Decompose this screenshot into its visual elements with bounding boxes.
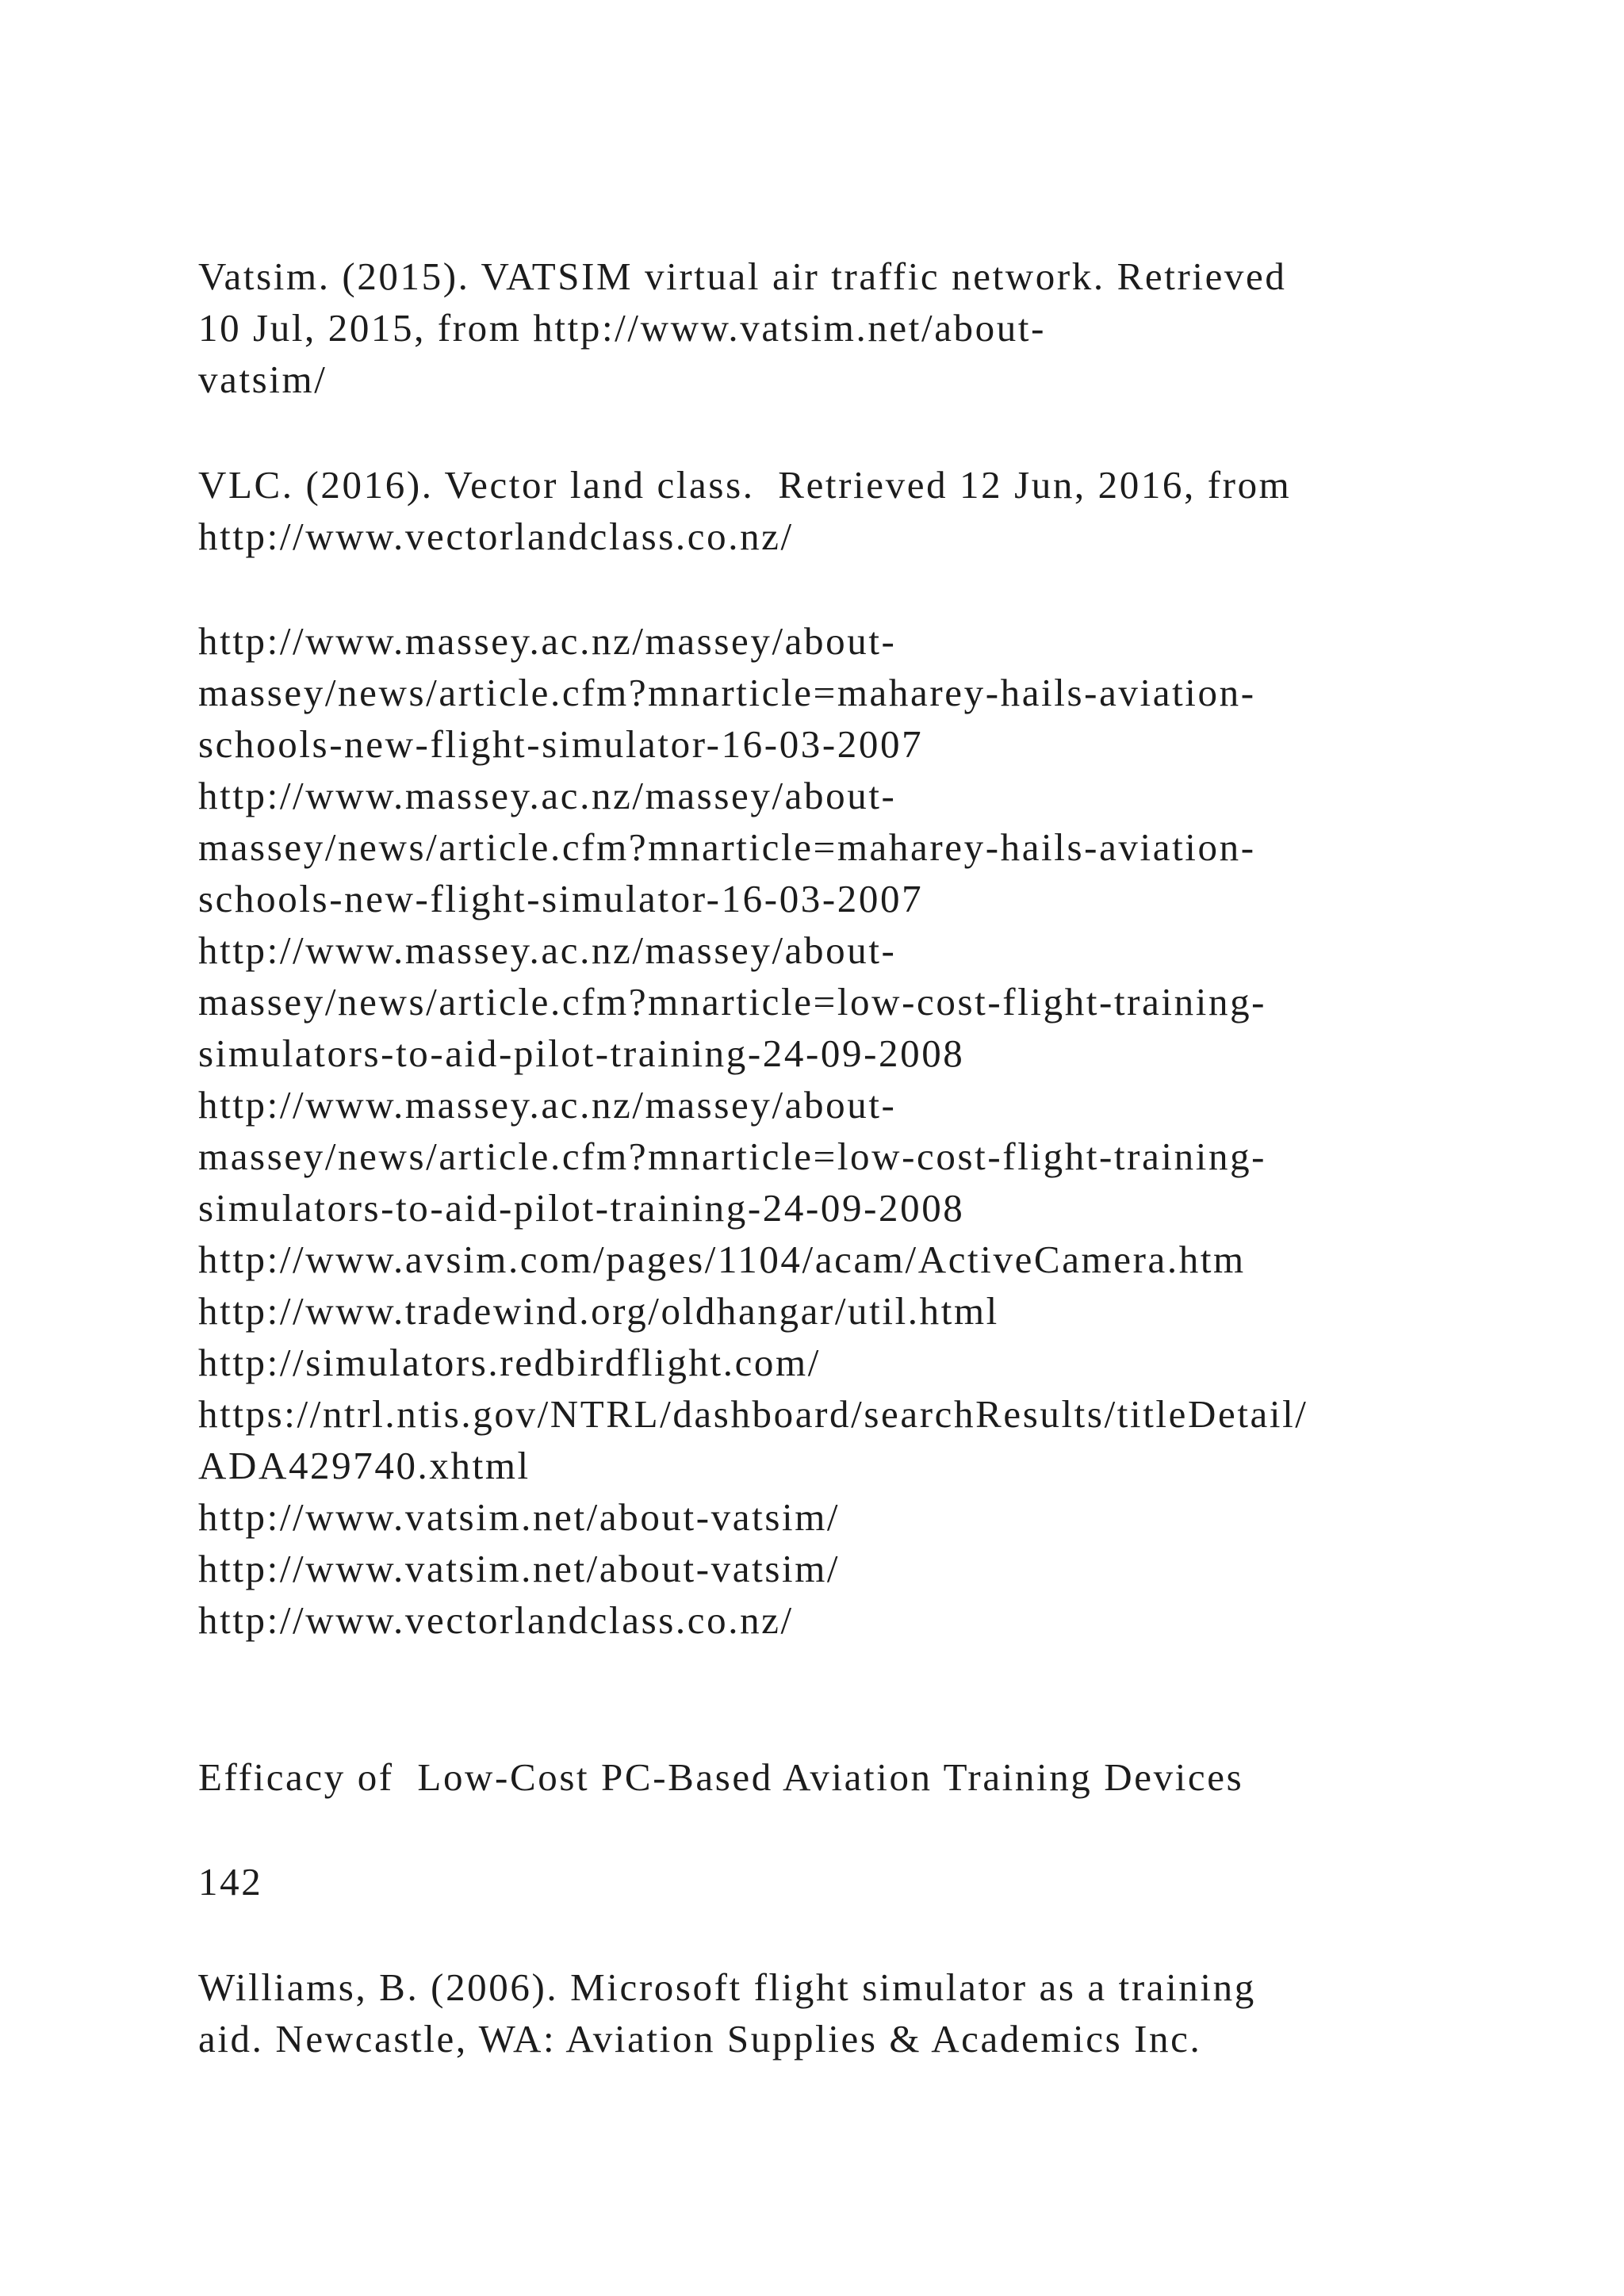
url-line: http://www.massey.ac.nz/massey/about-	[198, 928, 897, 972]
url-line: http://www.massey.ac.nz/massey/about-	[198, 1083, 897, 1127]
ref-vatsim-line-1: Vatsim. (2015). VATSIM virtual air traffic network. Retrieved	[198, 254, 1287, 298]
url-line: http://www.massey.ac.nz/massey/about-	[198, 774, 897, 817]
url-line: schools-new-flight-simulator-16-03-2007	[198, 877, 924, 920]
url-line: schools-new-flight-simulator-16-03-2007	[198, 722, 924, 766]
url-line: massey/news/article.cfm?mnarticle=maharey-hails-aviation-	[198, 671, 1256, 714]
ref-williams-line-1: Williams, B. (2006). Microsoft flight simulator as a training	[198, 1965, 1256, 2009]
url-line: ADA429740.xhtml	[198, 1444, 530, 1487]
url-line: massey/news/article.cfm?mnarticle=maharey-hails-aviation-	[198, 825, 1256, 869]
url-line: http://www.vectorlandclass.co.nz/	[198, 1598, 794, 1642]
url-line: massey/news/article.cfm?mnarticle=low-cost-flight-training-	[198, 1135, 1267, 1178]
url-line: http://www.avsim.com/pages/1104/acam/ActiveCamera.htm	[198, 1238, 1246, 1281]
url-line: http://www.vatsim.net/about-vatsim/	[198, 1495, 841, 1539]
url-line: simulators-to-aid-pilot-training-24-09-2008	[198, 1031, 965, 1075]
ref-vatsim-line-3: vatsim/	[198, 358, 327, 401]
ref-vatsim-line-2: 10 Jul, 2015, from http://www.vatsim.net/about-	[198, 306, 1046, 350]
url-line: http://www.vatsim.net/about-vatsim/	[198, 1547, 841, 1590]
url-line: http://www.tradewind.org/oldhangar/util.html	[198, 1289, 999, 1333]
url-line: massey/news/article.cfm?mnarticle=low-cost-flight-training-	[198, 980, 1267, 1024]
url-line: simulators-to-aid-pilot-training-24-09-2008	[198, 1186, 965, 1230]
ref-williams-line-2: aid. Newcastle, WA: Aviation Supplies & Academics Inc.	[198, 2017, 1202, 2061]
running-header: Efficacy of Low-Cost PC-Based Aviation Training Devices	[198, 1755, 1244, 1799]
ref-vlc-line-2: http://www.vectorlandclass.co.nz/	[198, 515, 794, 558]
url-line: http://www.massey.ac.nz/massey/about-	[198, 619, 897, 663]
url-line: https://ntrl.ntis.gov/NTRL/dashboard/searchResults/titleDetail/	[198, 1392, 1308, 1436]
page-number: 142	[198, 1860, 263, 1904]
ref-vlc-line-1: VLC. (2016). Vector land class. Retrieved 12 Jun, 2016, from	[198, 463, 1292, 507]
url-line: http://simulators.redbirdflight.com/	[198, 1341, 821, 1384]
